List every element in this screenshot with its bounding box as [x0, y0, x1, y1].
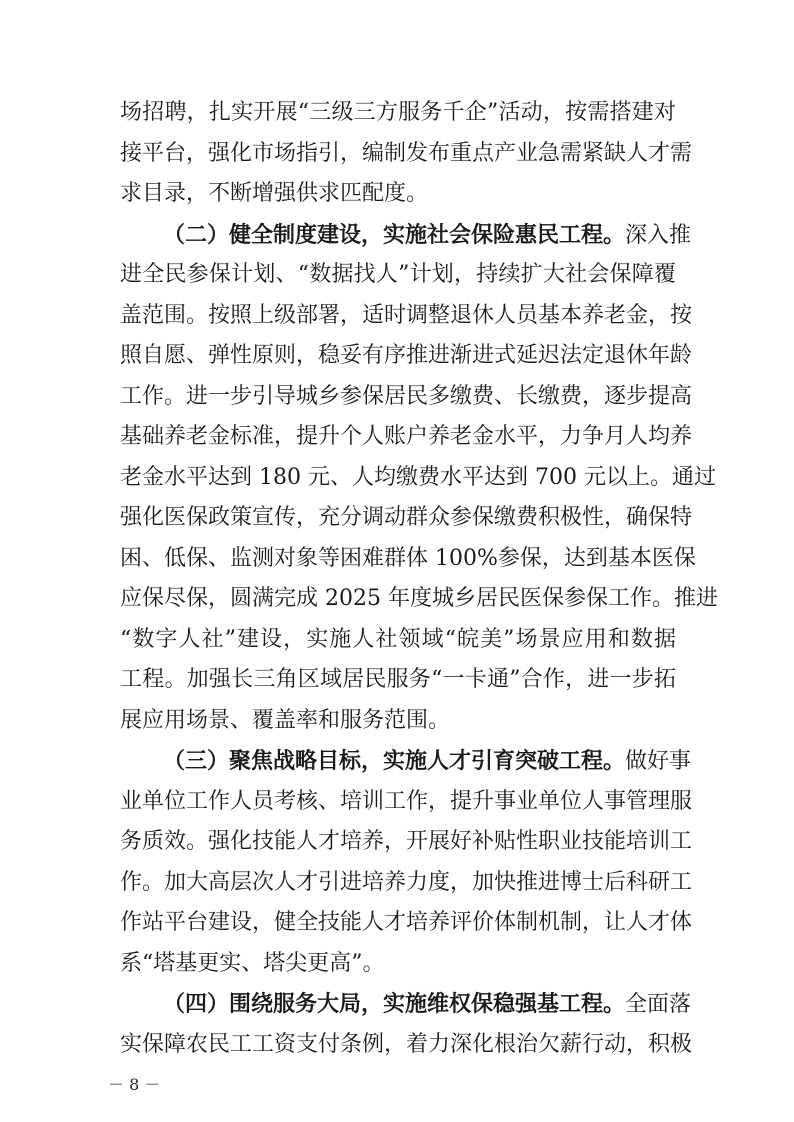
paragraph-line: 务质效。强化技能人才培养，开展好补贴性职业技能培训工 [120, 829, 693, 854]
paragraph-first-line [163, 217, 692, 253]
paragraph-line: 进全民参保计划、“数据找人”计划，持续扩大社会保障覆 [120, 262, 676, 287]
paragraph-line: 基础养老金标准，提升个人账户养老金水平，力争月人均养 [120, 424, 693, 449]
paragraph-line: 强化医保政策宣传，充分调动群众参保缴费积极性，确保特 [120, 505, 693, 530]
paragraph-line: 困、低保、监测对象等困难群体 100%参保，达到基本医保 [120, 545, 696, 571]
page-number: － 8 － [108, 1075, 161, 1094]
paragraph-line: 作站平台建设，健全技能人才培养评价体制机制，让人才体 [120, 910, 693, 935]
paragraph-line: 工作。进一步引导城乡参保居民多缴费、长缴费，逐步提高 [120, 383, 693, 409]
paragraph-text: 做好事 [625, 749, 692, 774]
paragraph-line: 应保尽保，圆满完成 2025 年度城乡居民医保参保工作。推进 [120, 586, 718, 611]
paragraph-line: 业单位工作人员考核、培训工作，提升事业单位人事管理服 [120, 788, 693, 814]
paragraph-line: 盖范围。按照上级部署，适时调整退休人员基本养老金，按 [120, 302, 693, 328]
paragraph-line: “数字人社”建设，实施人社领域“皖美”场景应用和数据 [120, 626, 676, 652]
paragraph-line: 作。加大高层次人才引进培养力度，加快推进博士后科研工 [120, 869, 693, 895]
paragraph-line: 实保障农民工工资支付条例，着力深化根治欠薪行动，积极 [120, 1031, 693, 1057]
paragraph-line: 系“塔基更实、塔尖更高”。 [120, 950, 385, 976]
paragraph-line: 求目录，不断增强供求匹配度。 [120, 181, 429, 206]
paragraph-line: 工程。加强长三角区域居民服务“一卡通”合作，进一步拓 [120, 667, 676, 692]
paragraph-line: 照自愿、弹性原则，稳妥有序推进渐进式延迟法定退休年龄 [120, 343, 693, 368]
section-heading: （二）健全制度建设，实施社会保险惠民工程。 [163, 221, 626, 248]
paragraph-first-line [163, 986, 692, 1022]
paragraph-line: 展应用场景、覆盖率和服务范围。 [120, 707, 451, 733]
paragraph-first-line [163, 743, 692, 779]
paragraph-text: 全面落 [625, 992, 692, 1017]
section-heading: （四）围绕服务大局，实施维权保稳强基工程。 [163, 991, 626, 1017]
paragraph-line: 场招聘，扎实开展“三级三方服务千企”活动，按需搭建对 [120, 100, 676, 125]
paragraph-text: 深入推 [625, 222, 692, 248]
paragraph-line: 接平台，强化市场指引，编制发布重点产业急需紧缺人才需 [120, 140, 693, 166]
section-heading: （三）聚焦战略目标，实施人才引育突破工程。 [163, 748, 626, 774]
paragraph-line: 老金水平达到 180 元、人均缴费水平达到 700 元以上。通过 [120, 464, 716, 490]
